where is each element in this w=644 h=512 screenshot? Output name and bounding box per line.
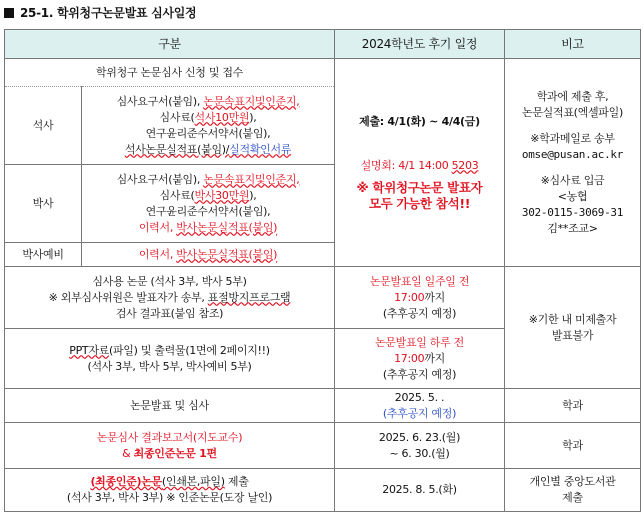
predoc-label: 박사예비 [5,243,82,267]
review-paper-cell: 심사용 논문 (석사 3부, 박사 5부) ※ 외부심사위원은 발표자가 송부, 표절방지프로그램 검사 결과표(붙임 참조) [5,267,335,329]
application-note-cell: 학과에 제출 후, 논문실적표(엑셀파일) ※학과메일로 송부 omse@pusan.ac.kr ※심사료 입금 <농협 302-0115-3069-31 김**조교> [505,59,641,267]
table-row [5,389,641,423]
doctor-label: 박사 [5,165,82,243]
result-report-cell: 논문심사 결과보고서(지도교수) & 최종인준논문 1편 [5,423,335,469]
presentation-note: 학과 [505,389,641,423]
doctor-documents: 심사요구서(붙임), 논문속표지및인준지, 심사료(박사30만원), 연구윤리준수서약서(붙임), 이력서, 박사논문실적표(붙임) [82,165,335,243]
header-category: 구분 [5,30,335,59]
result-report-note: 학과 [505,423,641,469]
predoc-documents: 이력서, 박사논문실적표(붙임) [82,243,335,267]
table-row [5,59,641,87]
bank-account: 302-0115-3069-31 [521,205,624,219]
attendance-notice-2: 모두 가능한 참석!! [368,195,471,211]
final-submission-date: 2025. 8. 5.(화) [335,469,505,512]
briefing-session: 설명회: 4/1 14:00 5203 [360,158,479,172]
application-schedule-cell [335,59,505,267]
result-report-date: 2025. 6. 23.(월) ~ 6. 30.(월) [335,423,505,469]
schedule-table [4,29,641,512]
presentation-date: 2025. 5. . (추후공지 예정) [335,389,505,423]
masters-label: 석사 [5,87,82,165]
department-email: omse@pusan.ac.kr [521,147,624,161]
masters-documents: 심사요구서(붙임), 논문속표지및인준지, 심사료(석사10만원), 연구윤리준수서약서(붙임), 석사논문실적표(붙임)/실적확인서류 [82,87,335,165]
ppt-cell: PPT자료(파일) 및 출력물(1면에 2페이지!!) (석사 3부, 박사 5부, 박사예비 5부) [5,329,335,389]
header-row [5,30,641,59]
ppt-deadline: 논문발표일 하루 전 17:00까지 (추후공지 예정) [335,329,505,389]
document-title: 25-1. 학위청구논문발표 심사일정 [4,4,196,21]
final-submission-note: 개인별 중앙도서관 제출 [505,469,641,512]
application-cell: 학위청구 논문심사 신청 및 접수 [5,59,335,87]
presentation-cell: 논문발표 및 심사 [5,389,335,423]
header-schedule: 2024학년도 후기 일정 [335,30,505,59]
submit-period: 제출: 4/1(화) ~ 4/4(금) [359,114,480,128]
attendance-notice-1: ※ 학위청구논문 발표자 [356,179,483,195]
submission-note-cell: ※기한 내 미제출자 발표불가 [505,267,641,389]
header-note: 비고 [505,30,641,59]
table-row [5,267,641,329]
final-submission-cell: (최종인준)논문(인쇄본,파일) 제출 (석사 3부, 박사 3부) ※ 인준논문(도장 날인) [5,469,335,512]
square-bullet-icon [4,8,14,18]
table-row [5,469,641,512]
review-paper-deadline: 논문발표일 일주일 전 17:00까지 (추후공지 예정) [335,267,505,329]
table-row [5,423,641,469]
